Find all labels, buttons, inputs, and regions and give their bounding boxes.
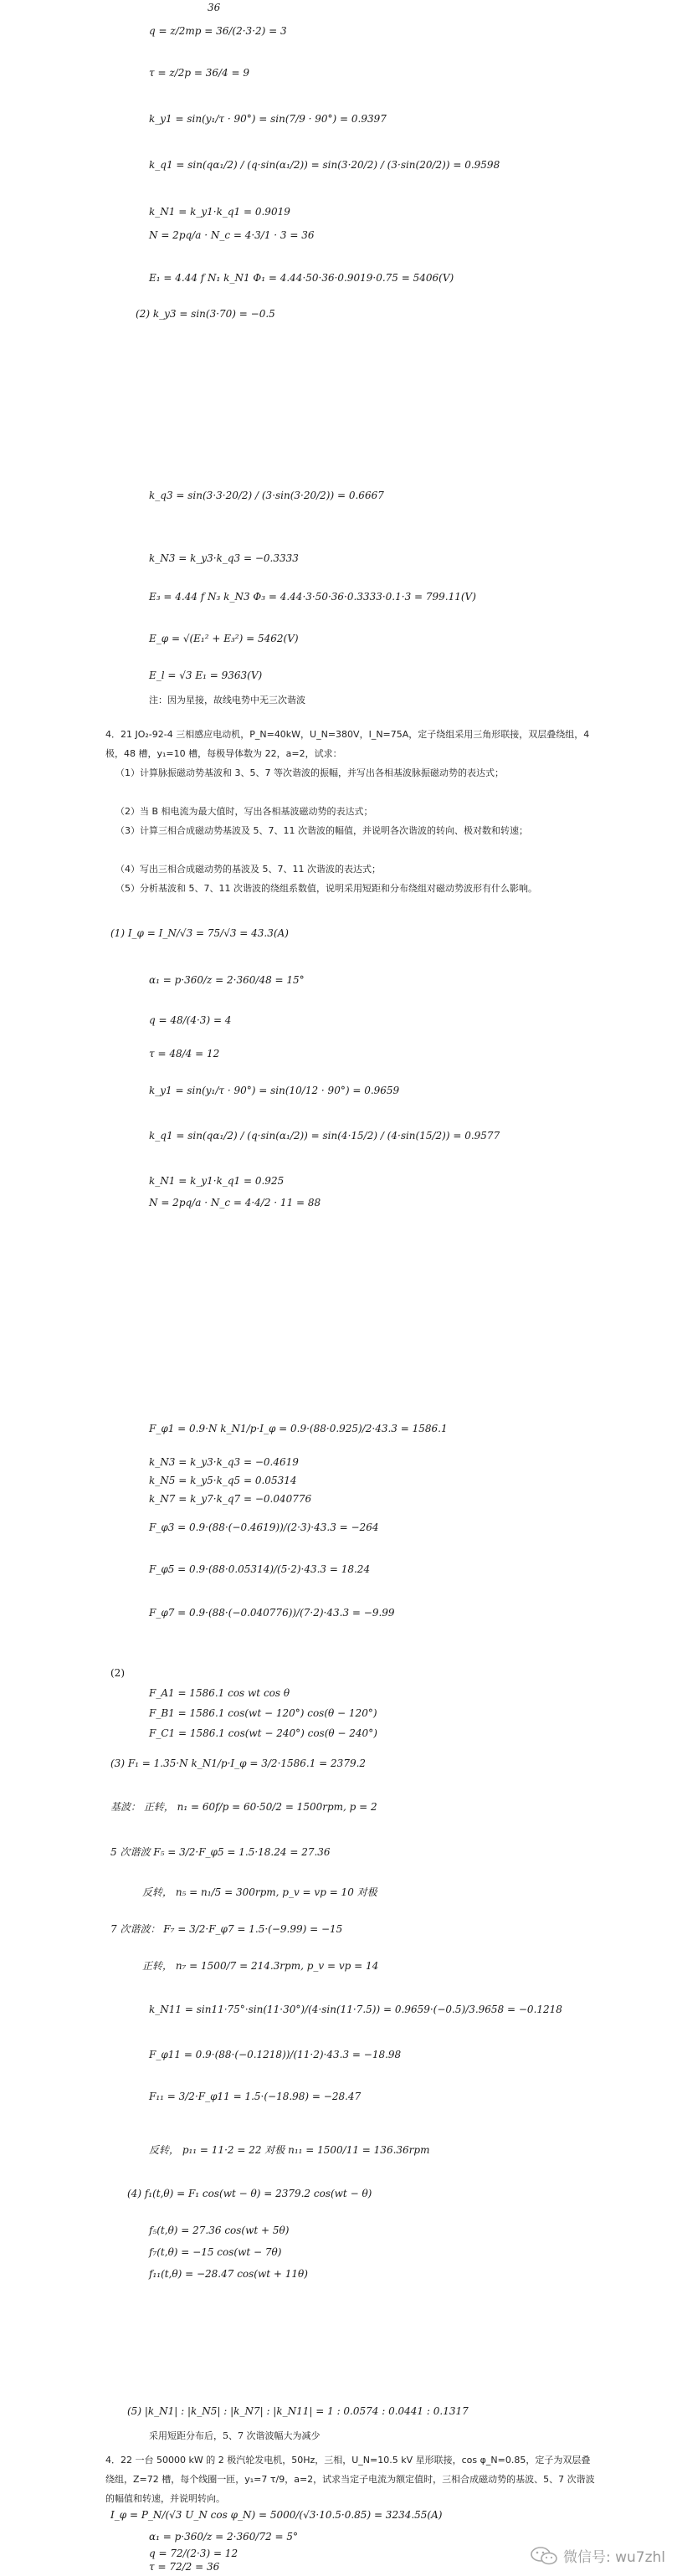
- note-star: 注：因为星接，故线电势中无三次谐波: [149, 695, 305, 706]
- eq-ky3: (2) k_y3 = sin(3·70) = −0.5: [136, 308, 275, 320]
- eq-f1-t: (4) f₁(t,θ) = F₁ cos(wt − θ) = 2379.2 cos(wt − θ): [127, 2188, 372, 2199]
- eq-kn11: k_N11 = sin11·75°·sin(11·30°)/(4·sin(11·7.5)) = 0.9659·(−0.5)/3.9658 = −0.1218: [149, 2004, 562, 2015]
- eq-kq1: k_q1 = sin(qα₁/2) / (q·sin(α₁/2)) = sin(3·20/2) / (3·sin(20/2)) = 0.9598: [149, 159, 500, 171]
- eq-kn3-421: k_N3 = k_y3·k_q3 = −0.4619: [149, 1456, 299, 1468]
- eq-f7: 7 次谐波： F₇ = 3/2·F_φ7 = 1.5·(−9.99) = −15: [110, 1923, 343, 1935]
- eq-ky1-421: k_y1 = sin(y₁/τ · 90°) = sin(10/12 · 90°) = 0.9659: [149, 1085, 400, 1096]
- eq-iphi-422: I_φ = P_N/(√3 U_N cos φ_N) = 5000/(√3·10.5·0.85) = 3234.55(A): [110, 2509, 443, 2521]
- eq-tau: τ = z/2p = 36/4 = 9: [149, 67, 249, 79]
- eq-n-421: N = 2pq/a · N_c = 4·4/2 · 11 = 88: [149, 1197, 321, 1208]
- eq-iphi: (1) I_φ = I_N/√3 = 75/√3 = 43.3(A): [110, 927, 289, 939]
- eq-kq3: k_q3 = sin(3·3·20/2) / (3·sin(3·20/2)) = 0.6667: [149, 490, 384, 501]
- eq-z: 36: [208, 2, 221, 13]
- eq-f11: F₁₁ = 3/2·F_φ11 = 1.5·(−18.98) = −28.47: [149, 2091, 362, 2102]
- eq-fb1: F_B1 = 1586.1 cos(wt − 120°) cos(θ − 120°): [149, 1707, 377, 1719]
- eq-alpha1-422: α₁ = p·360/z = 2·360/72 = 5°: [149, 2531, 299, 2543]
- eq-kn1: k_N1 = k_y1·k_q1 = 0.9019: [149, 206, 290, 218]
- eq-f1: (3) F₁ = 1.35·N k_N1/p·I_φ = 3/2·1586.1 = 2379.2: [110, 1758, 367, 1769]
- eq-n7: 正转， n₇ = 1500/7 = 214.3rpm, p_v = vp = 14: [142, 1960, 379, 1972]
- eq-fundamental-speed: 基波： 正转， n₁ = 60f/p = 60·50/2 = 1500rpm, p = 2: [110, 1801, 377, 1813]
- eq-alpha1: α₁ = p·360/z = 2·360/48 = 15°: [149, 974, 305, 986]
- problem-421-q3: （3）计算三相合成磁动势基波及 5、7、11 次谐波的幅值，并说明各次谐波的转向、极对数和转速；: [115, 825, 528, 836]
- eq-kn5: k_N5 = k_y5·k_q5 = 0.05314: [149, 1475, 297, 1486]
- note-harmonics: 采用短距分布后，5、7 次谐波幅大为减少: [149, 2430, 321, 2441]
- eq-f7-t: f₇(t,θ) = −15 cos(wt − 7θ): [149, 2246, 282, 2258]
- label-part-2: (2): [110, 1667, 125, 1679]
- eq-e3: E₃ = 4.44 f N₃ k_N3 Φ₃ = 4.44·3·50·36·0.3333·0.1·3 = 799.11(V): [149, 591, 476, 603]
- wechat-icon: [530, 2546, 558, 2566]
- eq-q-422: q = 72/(2·3) = 12: [149, 2548, 238, 2559]
- eq-e1: E₁ = 4.44 f N₁ k_N1 Φ₁ = 4.44·50·36·0.9019·0.75 = 5406(V): [149, 272, 454, 284]
- eq-n: N = 2pq/a · N_c = 4·3/1 · 3 = 36: [149, 229, 315, 241]
- eq-el: E_l = √3 E₁ = 9363(V): [149, 670, 263, 681]
- eq-fc1: F_C1 = 1586.1 cos(wt − 240°) cos(θ − 240°): [149, 1727, 377, 1739]
- eq-kn1-421: k_N1 = k_y1·k_q1 = 0.925: [149, 1175, 285, 1187]
- eq-fphi7: F_φ7 = 0.9·(88·(−0.040776))/(7·2)·43.3 = −9.99: [149, 1607, 395, 1619]
- eq-fphi11: F_φ11 = 0.9·(88·(−0.1218))/(11·2)·43.3 = −18.98: [149, 2049, 402, 2060]
- watermark-text: 微信号: wu7zhl: [562, 2549, 665, 2566]
- problem-421-intro: 4．21 JO₂-92-4 三相感应电动机，P_N=40kW，U_N=380V，I_N=75A，定子绕组采用三角形联接，双层叠绕组，4 极，48 槽，y₁=10 槽，每极导体数为 22，a=2，试求：: [105, 729, 590, 759]
- eq-tau-422: τ = 72/2 = 36: [149, 2561, 220, 2573]
- problem-421-q2: （2）当 B 相电流为最大值时，写出各相基波磁动势的表达式；: [115, 806, 373, 817]
- problem-421-q4: （4）写出三相合成磁动势的基波及 5、7、11 次谐波的表达式；: [115, 864, 381, 875]
- eq-kn3: k_N3 = k_y3·k_q3 = −0.3333: [149, 552, 299, 564]
- eq-tau-421: τ = 48/4 = 12: [149, 1048, 220, 1060]
- eq-fphi5: F_φ5 = 0.9·(88·0.05314)/(5·2)·43.3 = 18.24: [149, 1563, 371, 1575]
- eq-f11-t: f₁₁(t,θ) = −28.47 cos(wt + 11θ): [149, 2268, 308, 2280]
- eq-n11: 反转， p₁₁ = 11·2 = 22 对极 n₁₁ = 1500/11 = 136.36rpm: [149, 2144, 430, 2156]
- eq-f5: 5 次谐波 F₅ = 3/2·F_φ5 = 1.5·18.24 = 27.36: [110, 1846, 331, 1858]
- eq-fphi1: F_φ1 = 0.9·N k_N1/p·I_φ = 0.9·(88·0.925)/2·43.3 = 1586.1: [149, 1423, 448, 1434]
- eq-kq1-421: k_q1 = sin(qα₁/2) / (q·sin(α₁/2)) = sin(4·15/2) / (4·sin(15/2)) = 0.9577: [149, 1130, 500, 1142]
- eq-f5-t: f₅(t,θ) = 27.36 cos(wt + 5θ): [149, 2224, 290, 2236]
- eq-fa1: F_A1 = 1586.1 cos wt cos θ: [149, 1687, 290, 1699]
- problem-422-intro: 4．22 一台 50000 kW 的 2 极汽轮发电机，50Hz，三相，U_N=10.5 kV 星形联接，cos φ_N=0.85，定子为双层叠绕组，Z=72 槽，每个线圈一匝，y₁=7 τ/9，a=2，试求当定子电流为额定值时，三相合成磁动势的基波、5、7 次谐波的幅值和转速，并说明转向。: [105, 2455, 595, 2504]
- eq-q-421: q = 48/(4·3) = 4: [149, 1014, 232, 1026]
- eq-ephi: E_φ = √(E₁² + E₃²) = 5462(V): [149, 633, 299, 644]
- eq-fphi3: F_φ3 = 0.9·(88·(−0.4619))/(2·3)·43.3 = −264: [149, 1521, 379, 1533]
- problem-421-q1: （1）计算脉振磁动势基波和 3、5、7 等次谐波的振幅，并写出各相基波脉振磁动势的表达式；: [115, 767, 504, 778]
- eq-kn7: k_N7 = k_y7·k_q7 = −0.040776: [149, 1493, 312, 1505]
- eq-ratio: (5) |k_N1| : |k_N5| : |k_N7| : |k_N11| = 1 : 0.0574 : 0.0441 : 0.1317: [127, 2405, 469, 2417]
- eq-ky1: k_y1 = sin(y₁/τ · 90°) = sin(7/9 · 90°) = 0.9397: [149, 113, 387, 125]
- problem-421-q5: （5）分析基波和 5、7、11 次谐波的绕组系数值，说明采用短距和分布绕组对磁动势波形有什么影响。: [115, 883, 537, 894]
- eq-n5: 反转， n₅ = n₁/5 = 300rpm, p_v = vp = 10 对极: [142, 1886, 377, 1898]
- watermark: [530, 2545, 665, 2566]
- eq-q: q = z/2mp = 36/(2·3·2) = 3: [149, 25, 287, 37]
